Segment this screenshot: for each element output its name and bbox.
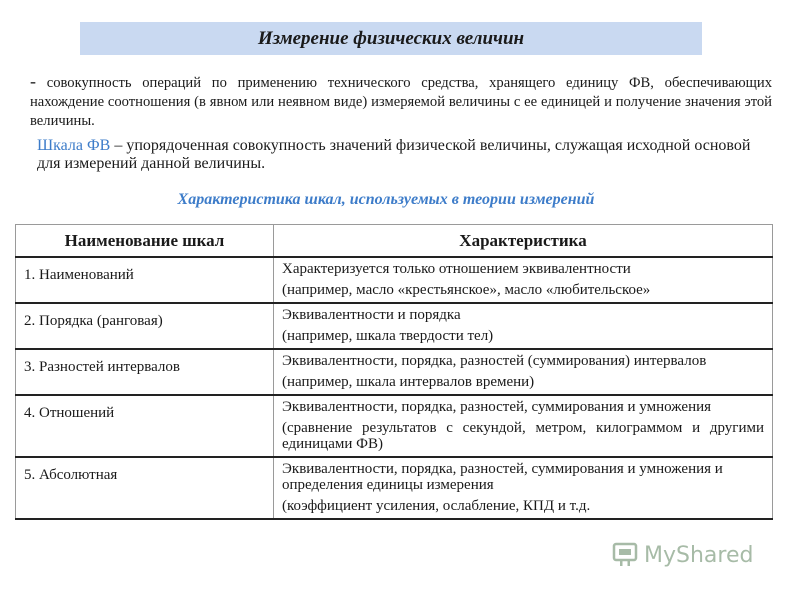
scales-table xyxy=(15,224,773,520)
table-row xyxy=(16,257,773,303)
scale-name-cell: 2. Порядка (ранговая) xyxy=(16,303,274,349)
watermark xyxy=(612,538,772,572)
table-row xyxy=(16,457,773,519)
table-row xyxy=(16,303,773,349)
scale-name-cell: 3. Разностей интервалов xyxy=(16,349,274,395)
scale-term: Шкала ФВ xyxy=(37,137,111,154)
scale-definition xyxy=(37,137,777,173)
scale-characteristic-cell xyxy=(274,349,773,395)
table-row xyxy=(16,349,773,395)
characteristic-example: (например, шкала твердости тел) xyxy=(282,328,494,344)
table-row xyxy=(16,395,773,457)
characteristic-text: Эквивалентности, порядка, разностей (суммирования) интервалов xyxy=(282,353,707,369)
characteristic-example: (например, масло «крестьянское», масло «любительское» xyxy=(282,282,651,298)
characteristic-text: Эквивалентности, порядка, разностей, суммирования и умножения и определения единицы измерения xyxy=(282,461,723,493)
page-title-text: Измерение физических величин xyxy=(257,27,525,49)
characteristic-example: (коэффициент усиления, ослабление, КПД и т.д. xyxy=(282,498,591,514)
measurement-definition xyxy=(30,72,772,131)
scale-characteristic-cell xyxy=(274,395,773,457)
table-header-row xyxy=(16,225,773,258)
definition-text: совокупность операций по применению технического средства, хранящего единицу ФВ, обеспечивающих нахождение соотношения (в явном или неявном виде) измеряемой величины с ее единицей и получение значения этой величины. xyxy=(30,75,772,129)
table-caption: Характеристика шкал, используемых в теории измерений xyxy=(177,191,595,208)
characteristic-example: (сравнение результатов с секундой, метром, килограммом и другими единицами ФВ) xyxy=(282,420,764,452)
scale-characteristic-cell xyxy=(274,257,773,303)
characteristic-text: Эквивалентности и порядка xyxy=(282,307,461,323)
scale-name-cell: 5. Абсолютная xyxy=(16,457,274,519)
scale-name-cell: 1. Наименований xyxy=(16,257,274,303)
scale-definition-text: – упорядоченная совокупность значений физической величины, служащая исходной основой для измерений данной величины. xyxy=(37,137,751,172)
myshared-logo-icon xyxy=(612,542,638,568)
page-title xyxy=(80,22,702,55)
scale-characteristic-cell xyxy=(274,457,773,519)
header-scale-name: Наименование шкал xyxy=(16,225,274,258)
scale-name-cell: 4. Отношений xyxy=(16,395,274,457)
scale-characteristic-cell xyxy=(274,303,773,349)
watermark-text: MyShared xyxy=(644,542,754,568)
header-characteristic: Характеристика xyxy=(274,225,773,258)
characteristic-text: Характеризуется только отношением эквивалентности xyxy=(282,261,631,277)
characteristic-text: Эквивалентности, порядка, разностей, суммирования и умножения xyxy=(282,399,712,415)
characteristic-example: (например, шкала интервалов времени) xyxy=(282,374,535,390)
definition-dash: - xyxy=(30,71,36,91)
